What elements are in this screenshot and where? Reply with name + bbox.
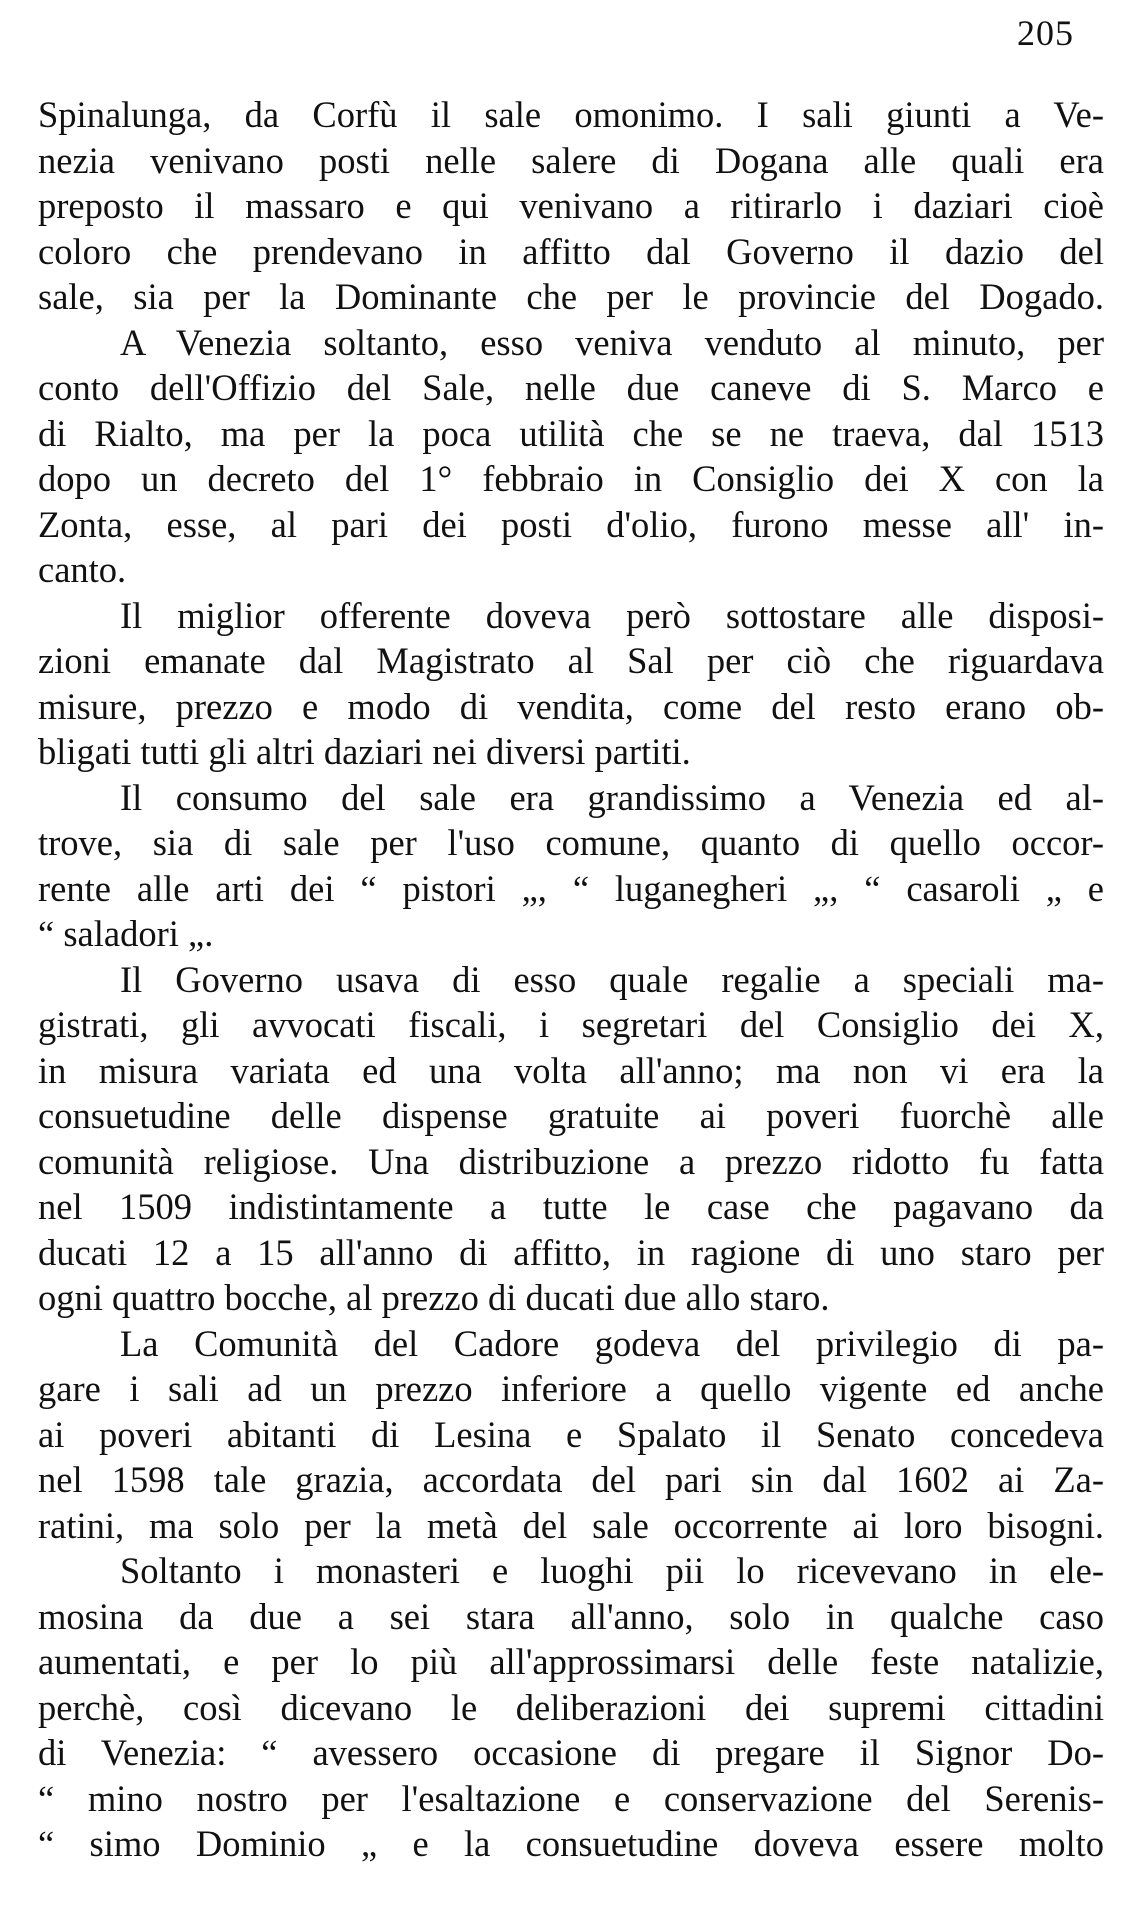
text-line: ratini, ma solo per la metà del sale occorrente ai loro bisogni. bbox=[38, 1504, 1104, 1546]
text-line: bligati tutti gli altri daziari nei diversi partiti. bbox=[38, 731, 691, 772]
page-number: 205 bbox=[1017, 13, 1074, 53]
text-line: ogni quattro bocche, al prezzo di ducati due allo staro. bbox=[38, 1277, 830, 1318]
text-line: comunità religiose. Una distribuzione a prezzo ridotto fu fatta bbox=[38, 1140, 1104, 1182]
text-line: Spinalunga, da Corfù il sale omonimo. I sali giunti a Ve- bbox=[38, 94, 1104, 135]
text-line: “ mino nostro per l'esaltazione e conservazione del Serenis- bbox=[38, 1777, 1104, 1819]
text-line: di Rialto, ma per la poca utilità che se ne traeva, dal 1513 bbox=[38, 412, 1104, 454]
text-line: nel 1598 tale grazia, accordata del pari sin dal 1602 ai Za- bbox=[38, 1459, 1104, 1500]
text-line: A Venezia soltanto, esso veniva venduto al minuto, per bbox=[120, 321, 1104, 363]
text-line: canto. bbox=[38, 549, 127, 590]
text-line: trove, sia di sale per l'uso comune, quanto di quello occor- bbox=[38, 822, 1104, 863]
text-line: coloro che prendevano in affitto dal Governo il dazio del bbox=[38, 230, 1104, 272]
text-line: Il Governo usava di esso quale regalie a speciali ma- bbox=[120, 958, 1104, 1000]
text-line: Soltanto i monasteri e luoghi pii lo ricevevano in ele- bbox=[120, 1550, 1104, 1591]
text-line: zioni emanate dal Magistrato al Sal per ciò che riguardava bbox=[38, 640, 1104, 681]
text-line: consuetudine delle dispense gratuite ai poveri fuorchè alle bbox=[38, 1095, 1104, 1136]
text-line: aumentati, e per lo più all'approssimarsi delle feste natalizie, bbox=[38, 1641, 1104, 1682]
text-line: “ saladori „. bbox=[38, 913, 214, 954]
text-line: rente alle arti dei “ pistori „, “ luganegheri „, “ casaroli „ e bbox=[38, 867, 1104, 909]
text-line: conto dell'Offizio del Sale, nelle due caneve di S. Marco e bbox=[38, 367, 1104, 408]
book-page bbox=[38, 0, 1104, 1907]
text-line: La Comunità del Cadore godeva del privilegio di pa- bbox=[120, 1322, 1104, 1364]
text-line: Zonta, esse, al pari dei posti d'olio, furono messe all' in- bbox=[38, 503, 1104, 545]
text-line: nel 1509 indistintamente a tutte le case che pagavano da bbox=[38, 1186, 1104, 1227]
text-line: Il consumo del sale era grandissimo a Venezia ed al- bbox=[120, 776, 1104, 818]
body-text bbox=[38, 92, 1104, 1867]
text-line: gistrati, gli avvocati fiscali, i segretari del Consiglio dei X, bbox=[38, 1004, 1104, 1045]
text-line: ai poveri abitanti di Lesina e Spalato il Senato concedeva bbox=[38, 1413, 1104, 1455]
text-line: in misura variata ed una volta all'anno; ma non vi era la bbox=[38, 1049, 1104, 1091]
text-line: dopo un decreto del 1° febbraio in Consiglio dei X con la bbox=[38, 458, 1104, 499]
text-line: di Venezia: “ avessero occasione di pregare il Signor Do- bbox=[38, 1732, 1104, 1773]
text-line: perchè, così dicevano le deliberazioni dei supremi cittadini bbox=[38, 1686, 1104, 1728]
text-line: mosina da due a sei stara all'anno, solo in qualche caso bbox=[38, 1595, 1104, 1637]
text-line: sale, sia per la Dominante che per le provincie del Dogado. bbox=[38, 276, 1104, 317]
text-line: “ simo Dominio „ e la consuetudine doveva essere molto bbox=[38, 1823, 1104, 1864]
text-line: gare i sali ad un prezzo inferiore a quello vigente ed anche bbox=[38, 1368, 1104, 1409]
text-line: ducati 12 a 15 all'anno di affitto, in ragione di uno staro per bbox=[38, 1231, 1104, 1273]
text-line: Il miglior offerente doveva però sottostare alle disposi- bbox=[120, 594, 1104, 636]
text-line: misure, prezzo e modo di vendita, come del resto erano ob- bbox=[38, 685, 1104, 727]
text-line: preposto il massaro e qui venivano a ritirarlo i daziari cioè bbox=[38, 185, 1104, 226]
text-line: nezia venivano posti nelle salere di Dogana alle quali era bbox=[38, 139, 1104, 181]
